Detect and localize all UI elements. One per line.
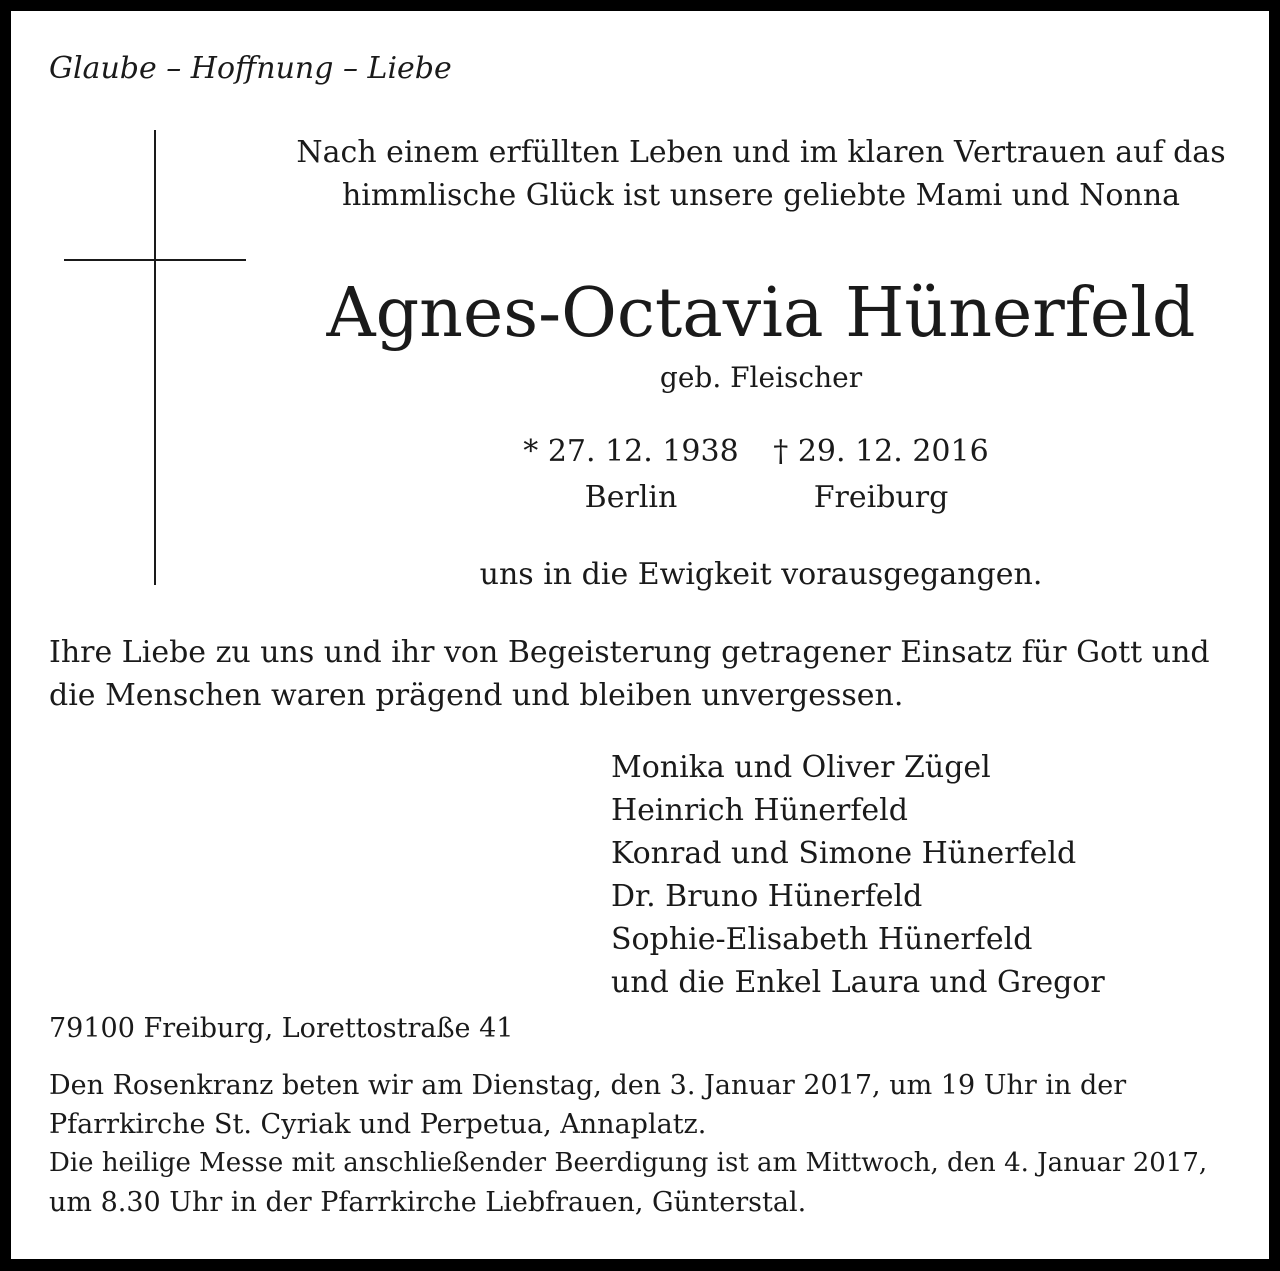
mourner-name: Konrad und Simone Hünerfeld: [611, 836, 1077, 871]
mourner-name: Sophie-Elisabeth Hünerfeld: [611, 922, 1033, 957]
mourner-name: Dr. Bruno Hünerfeld: [611, 879, 923, 914]
mourner-name: Monika und Oliver Zügel: [611, 750, 991, 785]
family-address: 79100 Freiburg, Lorettostraße 41: [49, 1013, 514, 1044]
cross-icon-vertical-bar: [154, 130, 156, 585]
service-line: Die heilige Messe mit anschließender Beerdigung ist am Mittwoch, den 4. Januar 2017,: [49, 1148, 1208, 1178]
tribute-line: Ihre Liebe zu uns und ihr von Begeisterung getragener Einsatz für Gott und: [49, 635, 1210, 670]
mourner-name: und die Enkel Laura und Gregor: [611, 965, 1105, 1000]
death-info: [761, 429, 1001, 521]
intro-text: [271, 131, 1251, 217]
obituary-notice: [11, 11, 1269, 1259]
service-line: Den Rosenkranz beten wir am Dienstag, den 3. Januar 2017, um 19 Uhr in der: [49, 1070, 1127, 1101]
maiden-name: geb. Fleischer: [659, 361, 863, 394]
tribute-text: [49, 631, 1249, 717]
birth-info: [521, 429, 741, 521]
mourner-name: Heinrich Hünerfeld: [611, 793, 908, 828]
service-details: [49, 1066, 1249, 1222]
death-place: Freiburg: [813, 480, 949, 515]
mourners-list: [611, 746, 1105, 1004]
intro-line: himmlische Glück ist unsere geliebte Mami und Nonna: [341, 178, 1181, 213]
birth-place: Berlin: [584, 480, 678, 515]
deceased-name: Agnes-Octavia Hünerfeld: [326, 274, 1196, 353]
death-date: † 29. 12. 2016: [773, 434, 989, 469]
tribute-line: die Menschen waren prägend und bleiben unvergessen.: [49, 678, 904, 713]
passed-text: uns in die Ewigkeit vorausgegangen.: [479, 557, 1043, 592]
cross-icon-horizontal-bar: [64, 259, 246, 261]
birth-date: * 27. 12. 1938: [523, 434, 739, 469]
intro-line: Nach einem erfüllten Leben und im klaren Vertrauen auf das: [296, 135, 1226, 170]
service-line: Pfarrkirche St. Cyriak und Perpetua, Annaplatz.: [49, 1109, 707, 1140]
motto: Glaube – Hoffnung – Liebe: [49, 51, 452, 86]
service-line: um 8.30 Uhr in der Pfarrkirche Liebfrauen, Günterstal.: [49, 1187, 807, 1218]
